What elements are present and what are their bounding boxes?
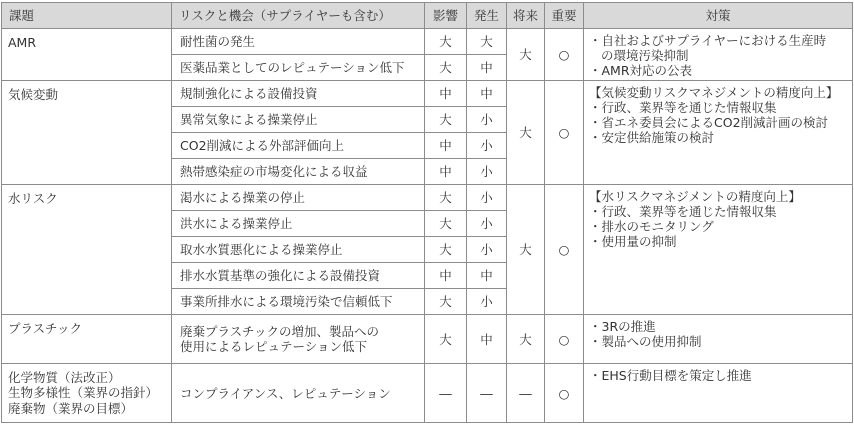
- occurrence-cell: 小: [467, 133, 507, 159]
- topic-plastic: プラスチック: [2, 315, 172, 364]
- measure-line: ・EHS行動目標を策定し推進: [589, 368, 752, 383]
- occurrence-cell: 中: [467, 263, 507, 289]
- future-cell: ―: [507, 364, 545, 423]
- topic-chemicals: [2, 364, 172, 423]
- impact-cell: 中: [425, 133, 467, 159]
- measure-line: ・排水のモニタリング: [589, 219, 714, 234]
- table-row: [2, 185, 853, 211]
- header-future: 将来: [507, 3, 545, 29]
- table-row: [2, 364, 853, 423]
- importance-cell: ○: [545, 364, 584, 423]
- measures-water: [584, 185, 853, 315]
- impact-cell: 中: [425, 159, 467, 185]
- occurrence-cell: 中: [467, 55, 507, 81]
- impact-cell: 大: [425, 211, 467, 237]
- occurrence-cell: 小: [467, 159, 507, 185]
- measure-line: ・自社およびサプライヤーにおける生産時: [589, 33, 827, 48]
- header-measures: 対策: [584, 3, 853, 29]
- importance-cell: ○: [545, 81, 584, 185]
- measure-line: ・AMR対応の公表: [589, 63, 693, 78]
- occurrence-cell: 小: [467, 289, 507, 315]
- risk-cell: 医薬品業としてのレピュテーション低下: [172, 55, 425, 81]
- table-row: [2, 29, 853, 55]
- measure-line: の環境汚染抑制: [601, 48, 689, 63]
- impact-cell: ―: [425, 364, 467, 423]
- risk-table: [1, 2, 853, 423]
- risk-line: 廃棄プラスチックの増加、製品への: [180, 324, 380, 339]
- risk-cell: 渇水による操業の停止: [172, 185, 425, 211]
- measure-line: ・安定供給施策の検討: [589, 130, 715, 145]
- occurrence-cell: 中: [467, 315, 507, 364]
- header-row: [2, 3, 853, 29]
- measures-climate: [584, 81, 853, 185]
- occurrence-cell: 中: [467, 81, 507, 107]
- risk-cell: 熱帯感染症の市場変化による収益: [172, 159, 425, 185]
- measure-line: 【気候変動リスクマネジメントの精度向上】: [589, 85, 839, 100]
- occurrence-cell: 小: [467, 211, 507, 237]
- risk-cell: 事業所排水による環境汚染で信頼低下: [172, 289, 425, 315]
- risk-cell: [172, 315, 425, 364]
- impact-cell: 中: [425, 81, 467, 107]
- risk-cell: 排水水質基準の強化による設備投資: [172, 263, 425, 289]
- impact-cell: 大: [425, 289, 467, 315]
- topic-climate: 気候変動: [2, 81, 172, 185]
- future-cell: 大: [507, 315, 545, 364]
- measures-chemicals: [584, 364, 853, 423]
- impact-cell: 大: [425, 29, 467, 55]
- risk-cell: 耐性菌の発生: [172, 29, 425, 55]
- topic-line: 生物多様性（業界の指針）: [8, 385, 159, 401]
- risk-line: 使用によるレピュテーション低下: [180, 339, 368, 354]
- impact-cell: 大: [425, 55, 467, 81]
- impact-cell: 大: [425, 185, 467, 211]
- impact-cell: 大: [425, 315, 467, 364]
- measure-line: ・使用量の抑制: [589, 234, 677, 249]
- occurrence-cell: 小: [467, 107, 507, 133]
- measure-line: ・行政、業界等を通じた情報収集: [589, 204, 777, 219]
- table-row: [2, 81, 853, 107]
- header-topic: 課題: [2, 3, 172, 29]
- measure-line: ・製品への使用抑制: [589, 334, 702, 349]
- measure-line: ・行政、業界等を通じた情報収集: [589, 100, 777, 115]
- impact-cell: 大: [425, 107, 467, 133]
- importance-cell: ○: [545, 185, 584, 315]
- importance-cell: ○: [545, 29, 584, 81]
- header-risk: リスクと機会（サプライヤーも含む）: [172, 3, 425, 29]
- measure-line: ・省エネ委員会によるCO2削減計画の検討: [589, 115, 829, 130]
- measure-line: ・3Rの推進: [589, 319, 656, 334]
- importance-cell: ○: [545, 315, 584, 364]
- topic-amr: AMR: [2, 29, 172, 81]
- topic-water: 水リスク: [2, 185, 172, 315]
- header-impact: 影響: [425, 3, 467, 29]
- future-cell: 大: [507, 29, 545, 81]
- occurrence-cell: 小: [467, 185, 507, 211]
- measure-line: 【水リスクマネジメントの精度向上】: [589, 189, 801, 204]
- measures-amr: [584, 29, 853, 81]
- header-occurrence: 発生: [467, 3, 507, 29]
- impact-cell: 中: [425, 263, 467, 289]
- risk-cell: 取水水質悪化による操業停止: [172, 237, 425, 263]
- risk-cell: CO2削減による外部評価向上: [172, 133, 425, 159]
- risk-cell: 異常気象による操業停止: [172, 107, 425, 133]
- impact-cell: 大: [425, 237, 467, 263]
- header-importance: 重要: [545, 3, 584, 29]
- occurrence-cell: ―: [467, 364, 507, 423]
- topic-line: 廃棄物（業界の目標）: [8, 400, 134, 416]
- occurrence-cell: 小: [467, 237, 507, 263]
- occurrence-cell: 大: [467, 29, 507, 55]
- future-cell: 大: [507, 81, 545, 185]
- risk-cell: コンプライアンス、レピュテーション: [172, 364, 425, 423]
- risk-cell: 規制強化による設備投資: [172, 81, 425, 107]
- table-row: [2, 315, 853, 364]
- risk-cell: 洪水による操業停止: [172, 211, 425, 237]
- future-cell: 大: [507, 185, 545, 315]
- topic-line: 化学物質（法改正）: [8, 369, 121, 385]
- measures-plastic: [584, 315, 853, 364]
